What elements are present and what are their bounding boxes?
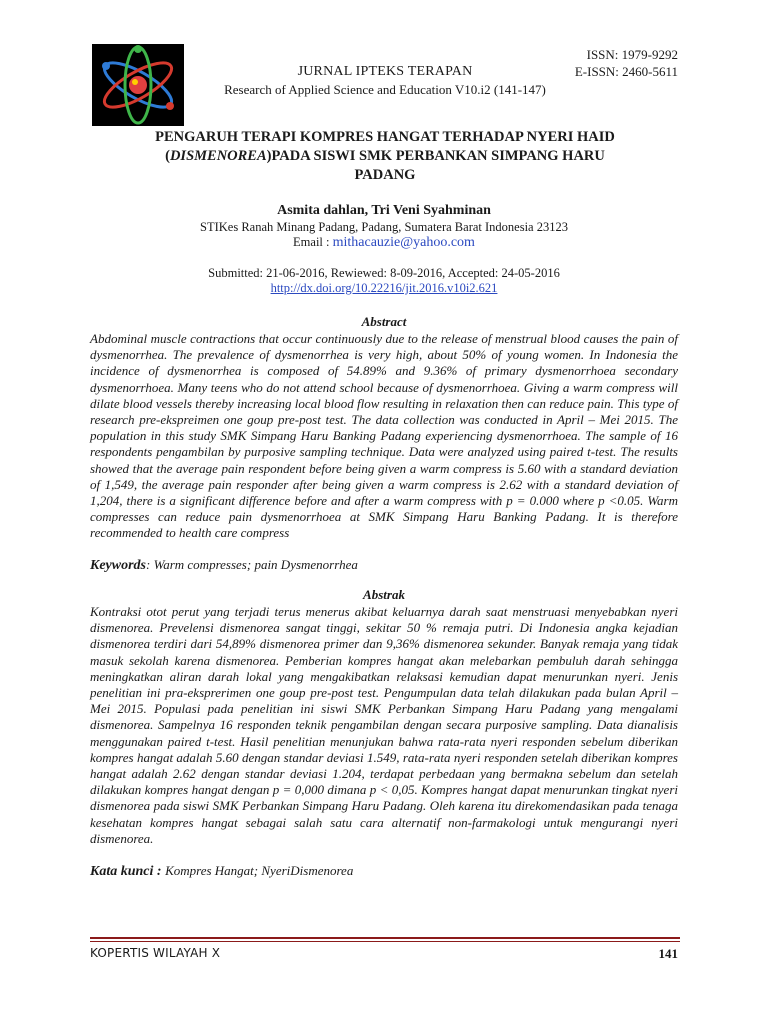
atom-logo-icon — [92, 44, 184, 126]
abstrak-heading: Abstrak — [363, 587, 405, 602]
kata-kunci-label: Kata kunci : — [90, 864, 166, 879]
issn: ISSN: 1979-9292 — [586, 47, 678, 62]
abstrak-body: Kontraksi otot perut yang terjadi terus menerus akibat keluarnya darah saat menstruasi menyebabkan nyeri dismenorea. Prevelensi dismenorea sangat tinggi, sekitar 50 % remaja putri. Di Indonesia angka kejadian dismenorea terdiri dari 54,89% dismenorea primer dan 9,36% dismenorea sekunder. Banyak remaja yang tidak masuk sekolah karena dismenorea. Pemberian kompres hangat akan melebarkan pembuluh darah sehingga meningkatkan aliran darah lokal yang mengakibatkan relaksasi kemudian dapat menurunkan nyeri. Jenis penelitian ini pra-eksprerimen one goup pre-post test. Pengumpulan data telah dilakukan pada bulan April – Mei 2015. Populasi pada penelitian ini siswi SMK Perbankan Simpang Haru Padang yang mengalami dismenorea. Sampelnya 16 responden teknik pengambilan dengan secara purposive sampling. Data dianalisis menggunakan paired t-test. Hasil penelitian menunjukan bahwa rata-rata nyeri responden sebelum diberikan kompres hangat adalah 5.60 dengan standar deviasi 1.549, rata-rata nyeri responden setelah diberikan kompres hangat adalah 2.62 dengan standar deviasi 1.204, terdapat perbedaan yang bermakna sebelum dan setelah dilakukan kompres hangat dengan p = 0,000 dimana p < 0,05. Kompres hangat dapat menurunkan tingkat nyeri dismenorea pada siswi SMK Perbankan Simpang Haru Padang. Oleh karena itu direkomendasikan pada tenaga kesehatan kompres hangat sebagai salah satu cara alternatif non-farmakologi untuk mengurangi nyeri dismenorea. — [90, 604, 678, 846]
footer-publisher: KOPERTIS WILAYAH X — [90, 946, 221, 960]
keywords-text: : Warm compresses; pain Dysmenorrhea — [146, 557, 358, 572]
authors: Asmita dahlan, Tri Veni Syahminan — [277, 203, 491, 218]
email-line — [0, 235, 768, 251]
title-line-2 — [120, 147, 650, 166]
paper-title — [120, 128, 650, 185]
footer-rule — [90, 937, 680, 939]
submission-dates: Submitted: 21-06-2016, Rewiewed: 8-09-2016, Accepted: 24-05-2016 — [208, 266, 560, 280]
page-number: 141 — [658, 946, 678, 961]
abstract-body: Abdominal muscle contractions that occur continuously due to the release of menstrual blood causes the pain of dysmenorrhea. The prevalence of dysmenorrhea is very high, about 50% of young women. In Indonesia the incidence of dysmenorrhea is composed of 54.89% and 9.36% of primary dysmenorrhoea secondary dysmenorrhoea. Many teens who do not attend school because of dysmenorrhoea. Giving a warm compress will dilate blood vessels thereby increasing local blood flow resulting in relaxation then can reduce pain. This type of research pre-ekspreimen one goup pre-post test. The data collection was conducted in April – Mei 2015. The population in this study SMK Simpang Haru Banking Padang experiencing dysmenorrhoea. The sample of 16 respondents pengambilan by purposive sampling technique. Data were analyzed using paired t-test. The results showed that the average pain respondent before being given a warm compress is 5.60 with a standard deviation of 1,549, the average pain responder after being given a warm compress is 2.62 with a standard deviation of 1,204, there is a significant difference before and after a warm compress with p = 0.000 where p <0.05. Warm compresses can reduce pain dysmenorrhoea at SMK Simpang Haru Banking Padang. It is therefore recommended to health care compress — [90, 331, 678, 541]
doi-link[interactable]: http://dx.doi.org/10.22216/jit.2016.v10i2.621 — [270, 281, 498, 295]
email-link[interactable]: mithacauzie@yahoo.com — [332, 235, 475, 250]
journal-name: JURNAL IPTEKS TERAPAN — [297, 64, 473, 79]
kata-kunci-line — [90, 863, 678, 880]
keywords-label: Keywords — [90, 558, 146, 573]
keywords-line — [90, 557, 678, 574]
abstract-heading: Abstract — [361, 314, 407, 329]
journal-header — [200, 64, 570, 98]
title-line-2-rest: )PADA SISWI SMK PERBANKAN SIMPANG HARU — [266, 148, 605, 164]
title-paren: ( — [165, 148, 170, 164]
journal-subtitle: Research of Applied Science and Education V10.i2 (141-147) — [224, 82, 546, 97]
title-italic-term: DISMENOREA — [169, 148, 267, 164]
title-line-3: PADANG — [354, 167, 416, 183]
issn-block — [575, 46, 678, 80]
title-line-1: PENGARUH TERAPI KOMPRES HANGAT TERHADAP NYERI HAID — [155, 129, 615, 145]
affiliation: STIKes Ranah Minang Padang, Padang, Sumatera Barat Indonesia 23123 — [200, 220, 568, 234]
email-label: Email : — [293, 235, 333, 249]
journal-logo — [92, 44, 184, 126]
footer-rule-thin — [90, 941, 680, 942]
kata-kunci-text: Kompres Hangat; NyeriDismenorea — [165, 863, 354, 878]
eissn: E-ISSN: 2460-5611 — [574, 64, 678, 79]
